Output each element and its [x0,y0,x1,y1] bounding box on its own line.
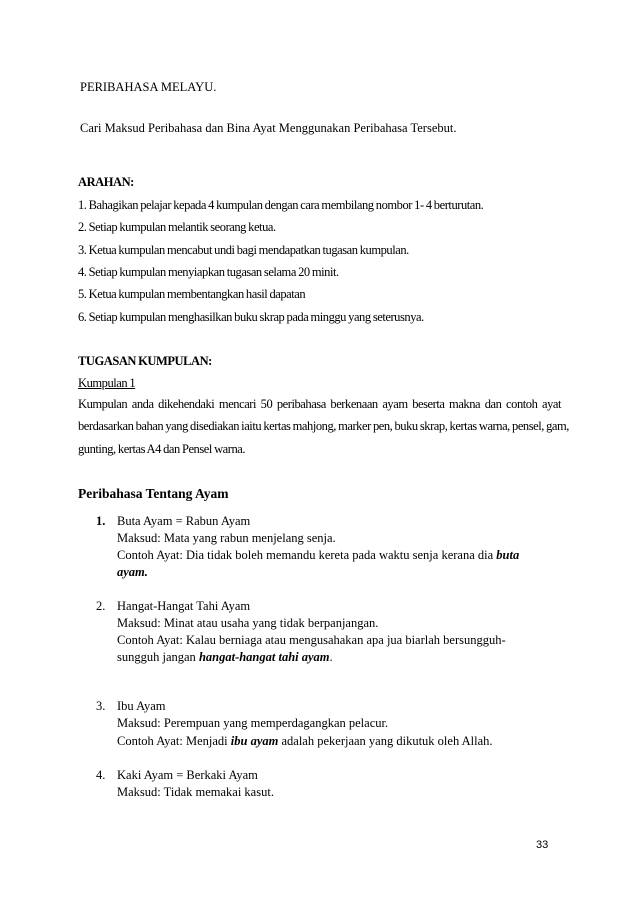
document-title: PERIBAHASA MELAYU. [80,80,217,94]
example-text: Contoh Ayat: Menjadi [117,734,231,748]
example-proverb: buta [496,548,520,562]
example-proverb: hangat-hangat tahi ayam [198,650,330,664]
arahan-item: 2. Setiap kumpulan melantik seorang ketua. [78,220,276,234]
arahan-heading: ARAHAN: [78,175,134,189]
example-proverb: ibu ayam [230,734,279,748]
proverb-meaning: Maksud: Perempuan yang memperdagangkan pelacur. [117,716,389,730]
example-text: sungguh jangan [117,650,199,664]
group-label: Kumpulan 1 [78,376,136,390]
task-line: berdasarkan bahan yang disediakan iaitu kertas mahjong, marker pen, buku skrap, kertas warna, pensel, gam, [78,419,569,433]
proverb-meaning: Maksud: Mata yang rabun menjelang senja. [117,531,336,545]
section-heading: Peribahasa Tentang Ayam [78,486,229,501]
proverb-number: 2. [96,599,106,613]
proverb-example-cont [117,649,333,665]
arahan-item: 4. Setiap kumpulan menyiapkan tugasan selama 20 minit. [78,265,339,279]
proverb-title: Buta Ayam = Rabun Ayam [117,514,251,528]
proverb-title: Kaki Ayam = Berkaki Ayam [117,768,258,782]
tugasan-heading: TUGASAN KUMPULAN: [78,354,212,368]
page-number: 33 [536,839,549,851]
proverb-title: Hangat-Hangat Tahi Ayam [117,599,251,613]
instruction-text: Cari Maksud Peribahasa dan Bina Ayat Menggunakan Peribahasa Tersebut. [80,121,457,135]
proverb-number: 4. [96,768,106,782]
proverb-meaning: Maksud: Tidak memakai kasut. [117,785,274,799]
example-proverb: ayam. [117,565,148,579]
arahan-item: 1. Bahagikan pelajar kepada 4 kumpulan dengan cara membilang nombor 1- 4 berturutan. [78,198,484,212]
proverb-meaning: Maksud: Minat atau usaha yang tidak berpanjangan. [117,616,379,630]
proverb-number: 1. [96,514,106,528]
proverb-number: 3. [96,699,106,713]
proverb-example: Contoh Ayat: Kalau berniaga atau mengusahakan apa jua biarlah bersungguh- [117,633,506,647]
arahan-item: 5. Ketua kumpulan membentangkan hasil dapatan [78,287,306,301]
proverb-example-cont [117,564,148,580]
task-line: gunting, kertas A4 dan Pensel warna. [78,442,246,456]
arahan-item: 6. Setiap kumpulan menghasilkan buku skrap pada minggu yang seterusnya. [78,310,424,324]
proverb-example [117,733,493,749]
arahan-item: 3. Ketua kumpulan mencabut undi bagi mendapatkan tugasan kumpulan. [78,243,409,257]
example-text: . [329,650,333,664]
proverb-title: Ibu Ayam [117,699,166,713]
example-text: Contoh Ayat: Dia tidak boleh memandu kereta pada waktu senja kerana dia [117,548,497,562]
task-line: Kumpulan anda dikehendaki mencari 50 peribahasa berkenaan ayam beserta makna dan contoh ayat [78,397,561,411]
example-text: adalah pekerjaan yang dikutuk oleh Allah. [278,734,493,748]
proverb-example [117,547,519,563]
